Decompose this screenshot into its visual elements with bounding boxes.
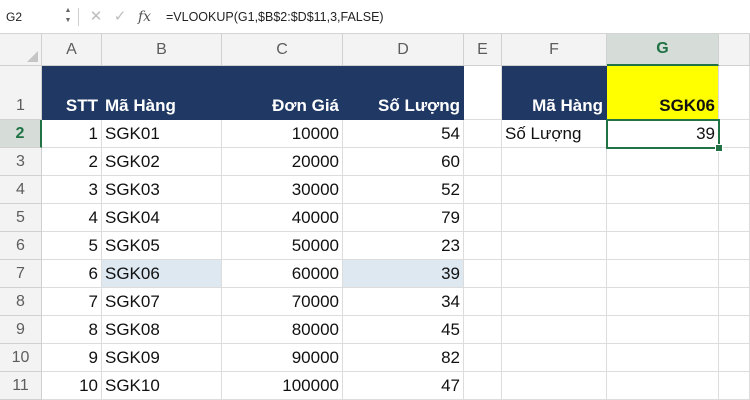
table-cell-so-luong[interactable]: 47 (343, 372, 464, 400)
empty-cell[interactable] (464, 260, 502, 288)
empty-cell[interactable] (607, 344, 719, 372)
empty-cell[interactable] (719, 260, 750, 288)
empty-cell[interactable] (464, 232, 502, 260)
empty-cell[interactable] (607, 176, 719, 204)
row-header-6[interactable]: 6 (0, 232, 42, 260)
table-cell-stt[interactable]: 5 (42, 232, 102, 260)
cancel-icon[interactable]: ✕ (89, 8, 103, 25)
cell-h1[interactable] (719, 66, 750, 120)
table-cell-don-gia[interactable]: 20000 (222, 148, 343, 176)
empty-cell[interactable] (719, 232, 750, 260)
table-cell-don-gia[interactable]: 90000 (222, 344, 343, 372)
table-cell-ma-hang[interactable]: SGK06 (102, 260, 222, 288)
header-cell-so-luong[interactable]: Số Lượng (343, 66, 464, 120)
column-header-f[interactable]: F (502, 34, 607, 66)
empty-cell[interactable] (464, 120, 502, 148)
table-cell-stt[interactable]: 10 (42, 372, 102, 400)
empty-cell[interactable] (719, 372, 750, 400)
header-cell-don-gia[interactable]: Đơn Giá (222, 66, 343, 120)
empty-cell[interactable] (502, 148, 607, 176)
empty-cell[interactable] (502, 232, 607, 260)
select-all-corner[interactable] (0, 34, 42, 66)
empty-cell[interactable] (464, 148, 502, 176)
row-header-8[interactable]: 8 (0, 288, 42, 316)
table-cell-don-gia[interactable]: 70000 (222, 288, 343, 316)
table-cell-ma-hang[interactable]: SGK10 (102, 372, 222, 400)
table-cell-stt[interactable]: 9 (42, 344, 102, 372)
table-cell-don-gia[interactable]: 60000 (222, 260, 343, 288)
table-cell-so-luong[interactable]: 23 (343, 232, 464, 260)
formula-bar-divider (78, 8, 79, 26)
cell-e1[interactable] (464, 66, 502, 120)
insert-function-icon[interactable]: fx (138, 9, 152, 25)
lookup-key-value[interactable]: SGK06 (607, 66, 719, 120)
empty-cell[interactable] (607, 316, 719, 344)
table-cell-ma-hang[interactable]: SGK08 (102, 316, 222, 344)
row-header-3[interactable]: 3 (0, 148, 42, 176)
table-cell-stt[interactable]: 6 (42, 260, 102, 288)
table-cell-don-gia[interactable]: 40000 (222, 204, 343, 232)
empty-cell[interactable] (719, 204, 750, 232)
lookup-key-label[interactable]: Mã Hàng (502, 66, 607, 120)
empty-cell[interactable] (719, 148, 750, 176)
table-cell-don-gia[interactable]: 10000 (222, 120, 343, 148)
lookup-result-label[interactable]: Số Lượng (502, 120, 607, 148)
table-cell-don-gia[interactable]: 80000 (222, 316, 343, 344)
table-cell-ma-hang[interactable]: SGK07 (102, 288, 222, 316)
table-cell-stt[interactable]: 8 (42, 316, 102, 344)
table-cell-so-luong[interactable]: 79 (343, 204, 464, 232)
spreadsheet-grid (0, 34, 750, 400)
table-cell-don-gia[interactable]: 50000 (222, 232, 343, 260)
table-cell-so-luong[interactable]: 34 (343, 288, 464, 316)
table-cell-don-gia[interactable]: 100000 (222, 372, 343, 400)
row-header-10[interactable]: 10 (0, 344, 42, 372)
empty-cell[interactable] (607, 148, 719, 176)
table-cell-so-luong[interactable]: 39 (343, 260, 464, 288)
column-header-next[interactable] (719, 34, 750, 66)
empty-cell[interactable] (719, 120, 750, 148)
empty-cell[interactable] (464, 288, 502, 316)
empty-cell[interactable] (607, 232, 719, 260)
empty-cell[interactable] (464, 316, 502, 344)
table-cell-so-luong[interactable]: 82 (343, 344, 464, 372)
empty-cell[interactable] (502, 204, 607, 232)
formula-bar (0, 0, 750, 34)
empty-cell[interactable] (502, 344, 607, 372)
row-header-11[interactable]: 11 (0, 372, 42, 400)
empty-cell[interactable] (719, 176, 750, 204)
empty-cell[interactable] (607, 260, 719, 288)
table-cell-stt[interactable]: 4 (42, 204, 102, 232)
column-header-d[interactable]: D (343, 34, 464, 66)
row-header-5[interactable]: 5 (0, 204, 42, 232)
row-header-1[interactable]: 1 (0, 66, 42, 120)
table-cell-ma-hang[interactable]: SGK09 (102, 344, 222, 372)
lookup-result-value[interactable]: 39 (607, 120, 719, 148)
column-header-e[interactable]: E (464, 34, 502, 66)
table-cell-don-gia[interactable]: 30000 (222, 176, 343, 204)
table-cell-stt[interactable]: 1 (42, 120, 102, 148)
table-cell-so-luong[interactable]: 45 (343, 316, 464, 344)
empty-cell[interactable] (502, 288, 607, 316)
empty-cell[interactable] (502, 176, 607, 204)
empty-cell[interactable] (607, 204, 719, 232)
row-header-2[interactable]: 2 (0, 120, 42, 148)
table-cell-so-luong[interactable]: 52 (343, 176, 464, 204)
header-cell-stt[interactable]: STT (42, 66, 102, 120)
confirm-icon[interactable]: ✓ (113, 8, 127, 25)
table-cell-ma-hang[interactable]: SGK02 (102, 148, 222, 176)
row-header-4[interactable]: 4 (0, 176, 42, 204)
empty-cell[interactable] (719, 344, 750, 372)
table-cell-ma-hang[interactable]: SGK05 (102, 232, 222, 260)
empty-cell[interactable] (502, 316, 607, 344)
column-header-g[interactable]: G (607, 34, 719, 66)
name-box-stepper-icon[interactable]: ▲ ▼ (64, 7, 72, 24)
table-cell-stt[interactable]: 2 (42, 148, 102, 176)
empty-cell[interactable] (502, 372, 607, 400)
empty-cell[interactable] (719, 288, 750, 316)
formula-input[interactable]: =VLOOKUP(G1,$B$2:$D$11,3,FALSE) (166, 10, 384, 24)
empty-cell[interactable] (607, 288, 719, 316)
column-header-b[interactable]: B (102, 34, 222, 66)
empty-cell[interactable] (719, 316, 750, 344)
empty-cell[interactable] (464, 372, 502, 400)
empty-cell[interactable] (464, 204, 502, 232)
fill-handle[interactable] (715, 144, 723, 152)
empty-cell[interactable] (464, 344, 502, 372)
row-header-9[interactable]: 9 (0, 316, 42, 344)
empty-cell[interactable] (464, 176, 502, 204)
table-cell-stt[interactable]: 7 (42, 288, 102, 316)
header-cell-ma-hang[interactable]: Mã Hàng (102, 66, 222, 120)
table-cell-stt[interactable]: 3 (42, 176, 102, 204)
name-box[interactable]: G2 (6, 10, 23, 24)
empty-cell[interactable] (502, 260, 607, 288)
table-cell-so-luong[interactable]: 54 (343, 120, 464, 148)
column-header-a[interactable]: A (42, 34, 102, 66)
empty-cell[interactable] (607, 372, 719, 400)
column-header-c[interactable]: C (222, 34, 343, 66)
table-cell-ma-hang[interactable]: SGK04 (102, 204, 222, 232)
row-header-7[interactable]: 7 (0, 260, 42, 288)
table-cell-ma-hang[interactable]: SGK01 (102, 120, 222, 148)
table-cell-ma-hang[interactable]: SGK03 (102, 176, 222, 204)
table-cell-so-luong[interactable]: 60 (343, 148, 464, 176)
